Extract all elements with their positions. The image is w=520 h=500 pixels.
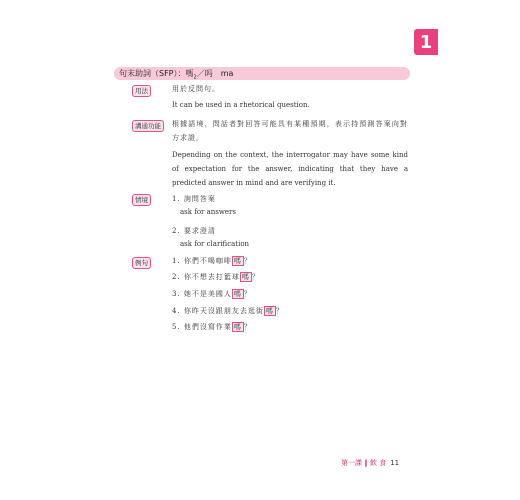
grammar-title-sub: 2 [193,74,197,81]
example-text: 3. 她不是美國人 [172,290,232,298]
example-item [172,270,260,284]
function-en: Depending on the context, the interrogator may have some kind of expectation for the answer, indicating that they have a predicted answer in mind and are verifying it. [172,151,408,187]
footer-lesson: 第一課 ‖ 飲 食 [341,459,387,467]
chapter-tab: 1 [414,29,438,55]
page-number: 11 [390,459,400,467]
grammar-title-main: 句末助詞（SFP）：嗎 [119,69,194,78]
example-item [172,304,284,318]
example-text: 1. 你們不喝咖啡 [172,257,232,265]
example-punct: ？ [275,307,284,315]
example-particle: 嗎 [233,257,242,265]
example-punct: ？ [251,273,260,281]
example-particle: 嗎 [233,323,242,331]
example-punct: ？ [243,257,252,265]
grammar-title [119,67,233,80]
usage-en: It can be used in a rhetorical question. [172,101,310,109]
function-zh: 根據語境，問話者對回答可能具有某種預期，表示持預測答案向對方求證。 [172,120,408,142]
example-item [172,287,252,301]
example-particle: 嗎 [233,290,242,298]
situation-tag: 情境 [132,194,151,206]
page-footer [341,458,399,468]
example-item [172,254,252,268]
situation-item-1-zh: 1. 詢問答案 [172,195,216,203]
example-punct: ？ [243,323,252,331]
situation-item-2-en: ask for clarification [180,240,250,248]
example-tag: 例句 [132,257,151,269]
example-particle: 嗎 [241,273,250,281]
function-tag: 溝通功能 [132,120,164,132]
example-item [172,320,252,334]
example-text: 5. 他們沒寫作業 [172,323,232,331]
usage-zh: 用於反問句。 [172,85,220,93]
grammar-title-rest: ／吗 ma [196,69,234,78]
example-particle: 嗎 [265,307,274,315]
example-punct: ？ [243,290,252,298]
example-text: 4. 你昨天沒跟朋友去逛街 [172,307,264,315]
usage-tag: 用法 [132,85,151,97]
situation-item-2-zh: 2. 要求澄清 [172,227,216,235]
example-text: 2. 你不想去打籃球 [172,273,240,281]
situation-item-1-en: ask for answers [180,208,236,216]
